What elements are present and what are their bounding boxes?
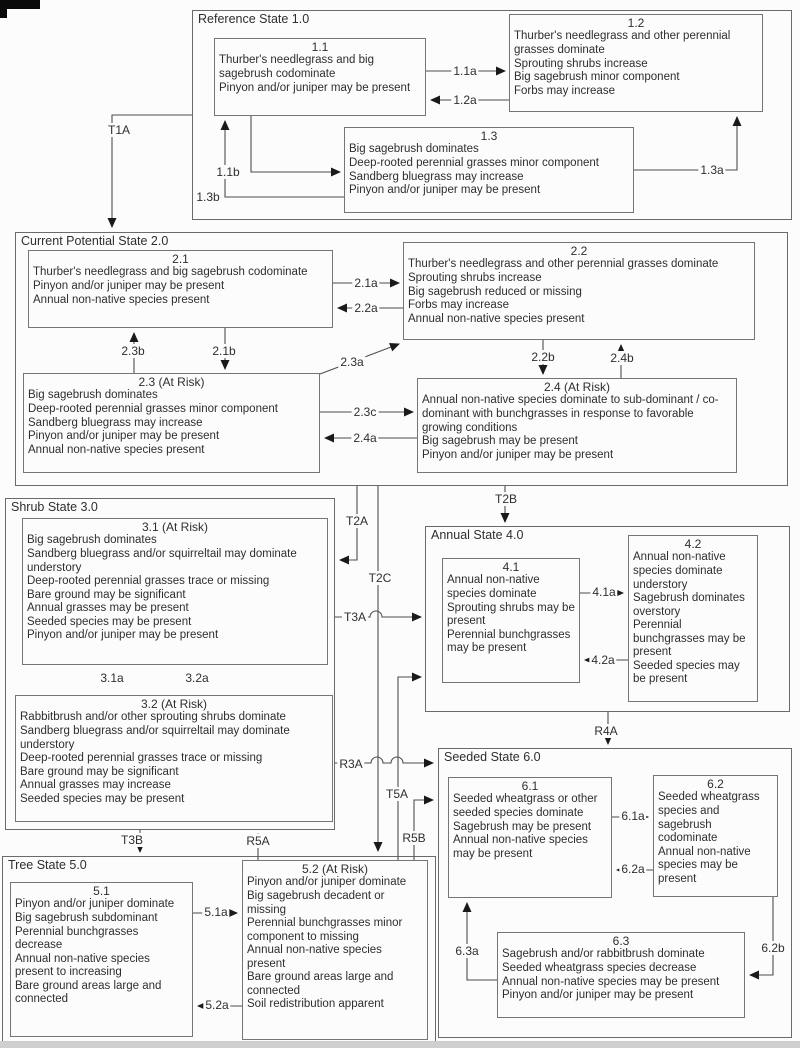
box-line: Deep-rooted perennial grasses minor component — [28, 402, 278, 415]
label-2-4a: 2.4a — [353, 431, 377, 445]
community-box-3-1 — [22, 518, 328, 665]
box-line: Forbs may increase — [408, 299, 509, 312]
label-r4a: R4A — [594, 724, 618, 738]
box-line: Annual non-native species present — [247, 944, 382, 970]
box-line: Sprouting shrubs increase — [408, 271, 542, 284]
box-line: Bare ground areas large and connected — [247, 971, 394, 997]
box-line: Big sagebrush dominates — [349, 143, 479, 156]
box-line: Sandberg bluegrass may increase — [28, 416, 203, 429]
box-title: 3.2 (At Risk) — [140, 697, 207, 711]
box-line: Bare ground may be significant — [20, 765, 179, 778]
box-lines — [514, 30, 758, 98]
box-line: Pinyon and/or juniper dominate — [247, 876, 407, 889]
box-lines — [408, 258, 750, 326]
label-1-3a: 1.3a — [700, 163, 724, 177]
community-box-5-1 — [10, 882, 193, 1037]
label-t2a: T2A — [345, 514, 369, 528]
box-line: Pinyon and/or juniper may be present — [28, 430, 220, 443]
label-t3a: T3A — [343, 610, 367, 624]
box-line: Thurber's needlegrass and other perennial grasses dominate — [408, 258, 719, 271]
box-line: Annual grasses may increase — [20, 779, 171, 792]
label-2-1b: 2.1b — [212, 344, 236, 358]
box-title: 4.2 — [684, 537, 702, 551]
box-line: Annual non-native species present — [33, 293, 210, 306]
box-title: 2.1 — [172, 252, 189, 266]
box-lines — [502, 948, 740, 1002]
box-lines — [247, 876, 423, 1012]
box-lines — [633, 551, 753, 687]
label-2-2b: 2.2b — [531, 350, 555, 364]
label-t2c: T2C — [368, 571, 392, 585]
box-line: Deep-rooted perennial grasses minor component — [349, 156, 599, 169]
box-line: Sandberg bluegrass and/or squirreltail may dominate understory — [20, 724, 290, 751]
label-5-2a: 5.2a — [205, 998, 229, 1012]
box-line: Big sagebrush dominates — [28, 389, 158, 402]
box-lines — [349, 143, 629, 197]
box-lines — [219, 54, 421, 95]
label-4-1a: 4.1a — [592, 585, 616, 599]
box-line: Pinyon and/or juniper dominate — [15, 898, 175, 911]
community-box-1-2 — [509, 14, 763, 112]
box-lines — [453, 793, 607, 861]
box-line: Thurber's needlegrass and other perennial grasses dominate — [514, 30, 731, 56]
community-box-6-1 — [448, 777, 612, 898]
box-lines — [27, 534, 323, 643]
community-box-6-2 — [653, 775, 778, 897]
community-box-4-2 — [628, 535, 758, 702]
box-line: Perennial bunchgrasses may be present — [447, 628, 571, 655]
state-title-current-potential: Current Potential State 2.0 — [21, 234, 169, 248]
box-line: Big sagebrush subdominant — [15, 911, 158, 924]
box-line: Bare ground areas large and connected — [15, 979, 162, 1006]
box-title: 2.4 (At Risk) — [543, 380, 610, 394]
scan-artifact — [0, 0, 40, 9]
label-3-1a: 3.1a — [100, 671, 124, 685]
community-box-2-4 — [417, 378, 737, 473]
box-line: Sagebrush may be present — [453, 820, 592, 833]
label-t2b: T2B — [494, 492, 518, 506]
box-line: Big sagebrush dominates — [27, 534, 157, 547]
box-line: Annual non-native species dominate to sub-dominant / co-dominant with bunchgrasses in response to favorable growing conditions — [422, 394, 719, 434]
box-title: 2.2 — [570, 244, 588, 258]
state-title-annual: Annual State 4.0 — [431, 528, 524, 542]
box-title: 1.2 — [627, 16, 645, 30]
box-title: 6.2 — [707, 777, 724, 791]
box-line: Sagebrush and/or rabbitbrush dominate — [502, 948, 705, 961]
box-line: Annual non-native species dominate — [447, 574, 540, 600]
box-line: Sprouting shrubs increase — [514, 57, 648, 70]
box-line: Rabbitbrush and/or other sprouting shrubs dominate — [20, 711, 286, 724]
box-line: Pinyon and/or juniper may be present — [502, 989, 694, 1002]
box-line: Big sagebrush minor component — [514, 71, 680, 84]
box-line: Deep-rooted perennial grasses trace or missing — [20, 752, 263, 765]
box-line: Annual non-native species dominate understory — [633, 551, 726, 591]
box-title: 6.1 — [521, 779, 539, 793]
box-lines — [422, 394, 732, 462]
box-line: Pinyon and/or juniper may be present — [27, 629, 219, 642]
box-line: Soil redistribution apparent — [247, 998, 384, 1011]
box-line: Sprouting shrubs may be present — [447, 601, 575, 628]
community-box-5-2 — [242, 860, 428, 1040]
box-lines — [20, 711, 328, 806]
label-3-2a: 3.2a — [185, 671, 209, 685]
label-2-1a: 2.1a — [354, 276, 378, 290]
community-box-3-2 — [15, 695, 333, 822]
community-box-2-3 — [23, 373, 320, 473]
box-line: Seeded species may be present — [20, 792, 185, 805]
label-t5a: T5A — [385, 787, 409, 801]
label-r3a: R3A — [339, 757, 363, 771]
box-line: Big sagebrush decadent or missing — [247, 889, 385, 916]
box-line: Pinyon and/or juniper may be present — [422, 448, 614, 461]
community-box-2-2 — [403, 242, 755, 340]
box-line: Annual non-native species may be present — [658, 845, 751, 885]
community-box-4-1 — [442, 558, 580, 683]
box-line: Big sagebrush may be present — [422, 435, 578, 448]
box-title: 3.1 (At Risk) — [141, 520, 208, 534]
box-line: Deep-rooted perennial grasses trace or missing — [27, 575, 270, 588]
label-1-3b: 1.3b — [196, 190, 220, 204]
box-line: Sandberg bluegrass and/or squirreltail may dominate understory — [27, 547, 297, 574]
state-title-shrub: Shrub State 3.0 — [11, 500, 98, 514]
label-2-2a: 2.2a — [354, 301, 378, 315]
box-line: Bare ground may be significant — [27, 588, 186, 601]
label-t1a: T1A — [107, 123, 131, 137]
state-title-tree: Tree State 5.0 — [8, 858, 87, 872]
state-title-seeded: Seeded State 6.0 — [444, 750, 541, 764]
box-title: 1.1 — [311, 40, 329, 54]
community-box-2-1 — [28, 250, 333, 328]
label-r5b: R5B — [402, 831, 426, 845]
label-6-1a: 6.1a — [621, 809, 645, 823]
label-6-2b: 6.2b — [761, 941, 785, 955]
state-title-reference: Reference State 1.0 — [198, 12, 310, 26]
box-line: Pinyon and/or juniper may be present — [33, 279, 225, 292]
box-title: 6.3 — [612, 934, 630, 948]
box-line: Annual non-native species may be present — [453, 834, 588, 860]
label-2-3a: 2.3a — [340, 355, 364, 369]
label-2-3c: 2.3c — [353, 405, 377, 419]
box-title: 5.1 — [93, 884, 110, 898]
box-line: Seeded wheatgrass or other seeded species dominate — [453, 793, 598, 819]
box-line: Pinyon and/or juniper may be present — [219, 81, 411, 94]
box-line: Pinyon and/or juniper may be present — [349, 184, 541, 197]
label-1-1a: 1.1a — [453, 64, 477, 78]
box-line: Seeded wheatgrass species and sagebrush codominate — [658, 791, 760, 845]
box-lines — [15, 898, 188, 1007]
box-line: Thurber's needlegrass and big sagebrush codominate — [33, 266, 308, 279]
box-line: Annual non-native species may be present — [502, 975, 720, 988]
box-title: 5.2 (At Risk) — [301, 862, 368, 876]
box-title: 2.3 (At Risk) — [138, 375, 205, 389]
label-r5a: R5A — [246, 834, 270, 848]
box-line: Forbs may increase — [514, 84, 615, 97]
box-line: Big sagebrush reduced or missing — [408, 285, 582, 298]
box-line: Perennial bunchgrasses may be present — [633, 619, 746, 659]
scan-edge — [0, 1041, 800, 1048]
box-line: Seeded species may be present — [633, 659, 740, 686]
box-lines — [447, 574, 575, 655]
box-line: Seeded species may be present — [27, 615, 192, 628]
label-6-3a: 6.3a — [455, 944, 479, 958]
box-title: 1.3 — [480, 129, 498, 143]
box-lines — [658, 791, 773, 886]
box-line: Sandberg bluegrass may increase — [349, 170, 524, 183]
label-2-4b: 2.4b — [610, 351, 634, 365]
box-line: Perennial bunchgrasses decrease — [15, 925, 139, 952]
box-lines — [28, 389, 315, 457]
community-box-1-1 — [214, 38, 426, 116]
label-2-3b: 2.3b — [121, 344, 145, 358]
community-box-6-3 — [497, 932, 745, 1018]
label-6-2a: 6.2a — [621, 862, 645, 876]
box-lines — [33, 266, 328, 307]
label-4-2a: 4.2a — [591, 653, 615, 667]
box-line: Annual grasses may be present — [27, 602, 189, 615]
scan-artifact — [0, 9, 7, 18]
box-line: Sagebrush dominates overstory — [633, 592, 745, 618]
label-1-2a: 1.2a — [453, 93, 477, 107]
restoration-r5b — [414, 800, 433, 860]
box-line: Annual non-native species present to increasing — [15, 952, 150, 979]
box-line: Perennial bunchgrasses minor component to missing — [247, 917, 403, 943]
community-box-1-3 — [344, 127, 634, 213]
box-line: Seeded wheatgrass species decrease — [502, 961, 697, 974]
box-title: 4.1 — [502, 560, 520, 574]
box-line: Annual non-native species present — [28, 443, 205, 456]
label-t3b: T3B — [120, 833, 144, 847]
box-line: Annual non-native species present — [408, 312, 585, 325]
label-1-1b: 1.1b — [216, 165, 240, 179]
label-5-1a: 5.1a — [204, 905, 228, 919]
box-line: Thurber's needlegrass and big sagebrush codominate — [219, 54, 374, 80]
